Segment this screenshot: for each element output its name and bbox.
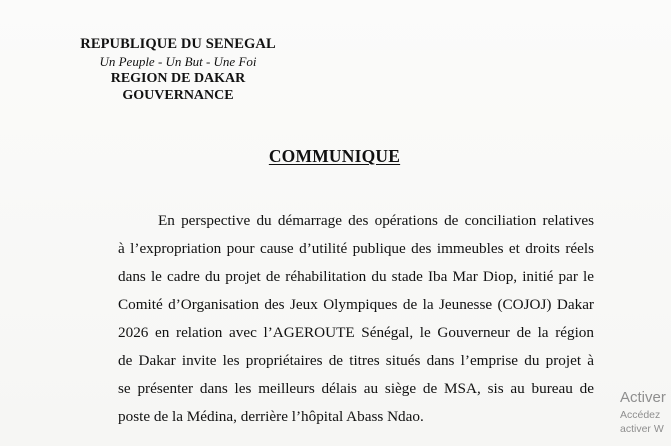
body-line: se présenter dans les meilleurs délais au siège de MSA, sis au bureau de: [118, 380, 594, 397]
body-line: 2026 en relation avec l’AGEROUTE Sénégal, le Gouverneur de la région: [118, 324, 594, 341]
communique-body: [118, 207, 594, 431]
body-line: Comité d’Organisation des Jeux Olympiques de la Jeunesse (COJOJ) Dakar: [118, 296, 594, 313]
document-title-wrapper: [0, 146, 671, 167]
body-line: dans le cadre du projet de réhabilitation du stade Iba Mar Diop, initié par le: [118, 268, 594, 285]
document-title: COMMUNIQUE: [268, 146, 401, 166]
body-line: En perspective du démarrage des opérations de conciliation relatives: [158, 212, 594, 229]
activation-title: Activer: [620, 389, 666, 406]
body-line: à l’expropriation pour cause d’utilité publique des immeubles et droits réels: [118, 240, 594, 257]
windows-activation-watermark: [620, 388, 666, 436]
national-motto: Un Peuple - Un But - Une Foi: [99, 54, 257, 69]
country-name: REPUBLIQUE DU SENEGAL: [80, 36, 276, 52]
letterhead: [60, 36, 296, 104]
region-name: REGION DE DAKAR: [110, 71, 246, 86]
activation-subtitle-2: activer W: [620, 423, 664, 435]
office-name: GOUVERNANCE: [122, 88, 234, 103]
body-line: de Dakar invite les propriétaires de titres situés dans l’emprise du projet à: [118, 352, 594, 369]
body-line: poste de la Médina, derrière l’hôpital Abass Ndao.: [118, 408, 424, 425]
activation-subtitle: Accédez: [620, 409, 661, 421]
